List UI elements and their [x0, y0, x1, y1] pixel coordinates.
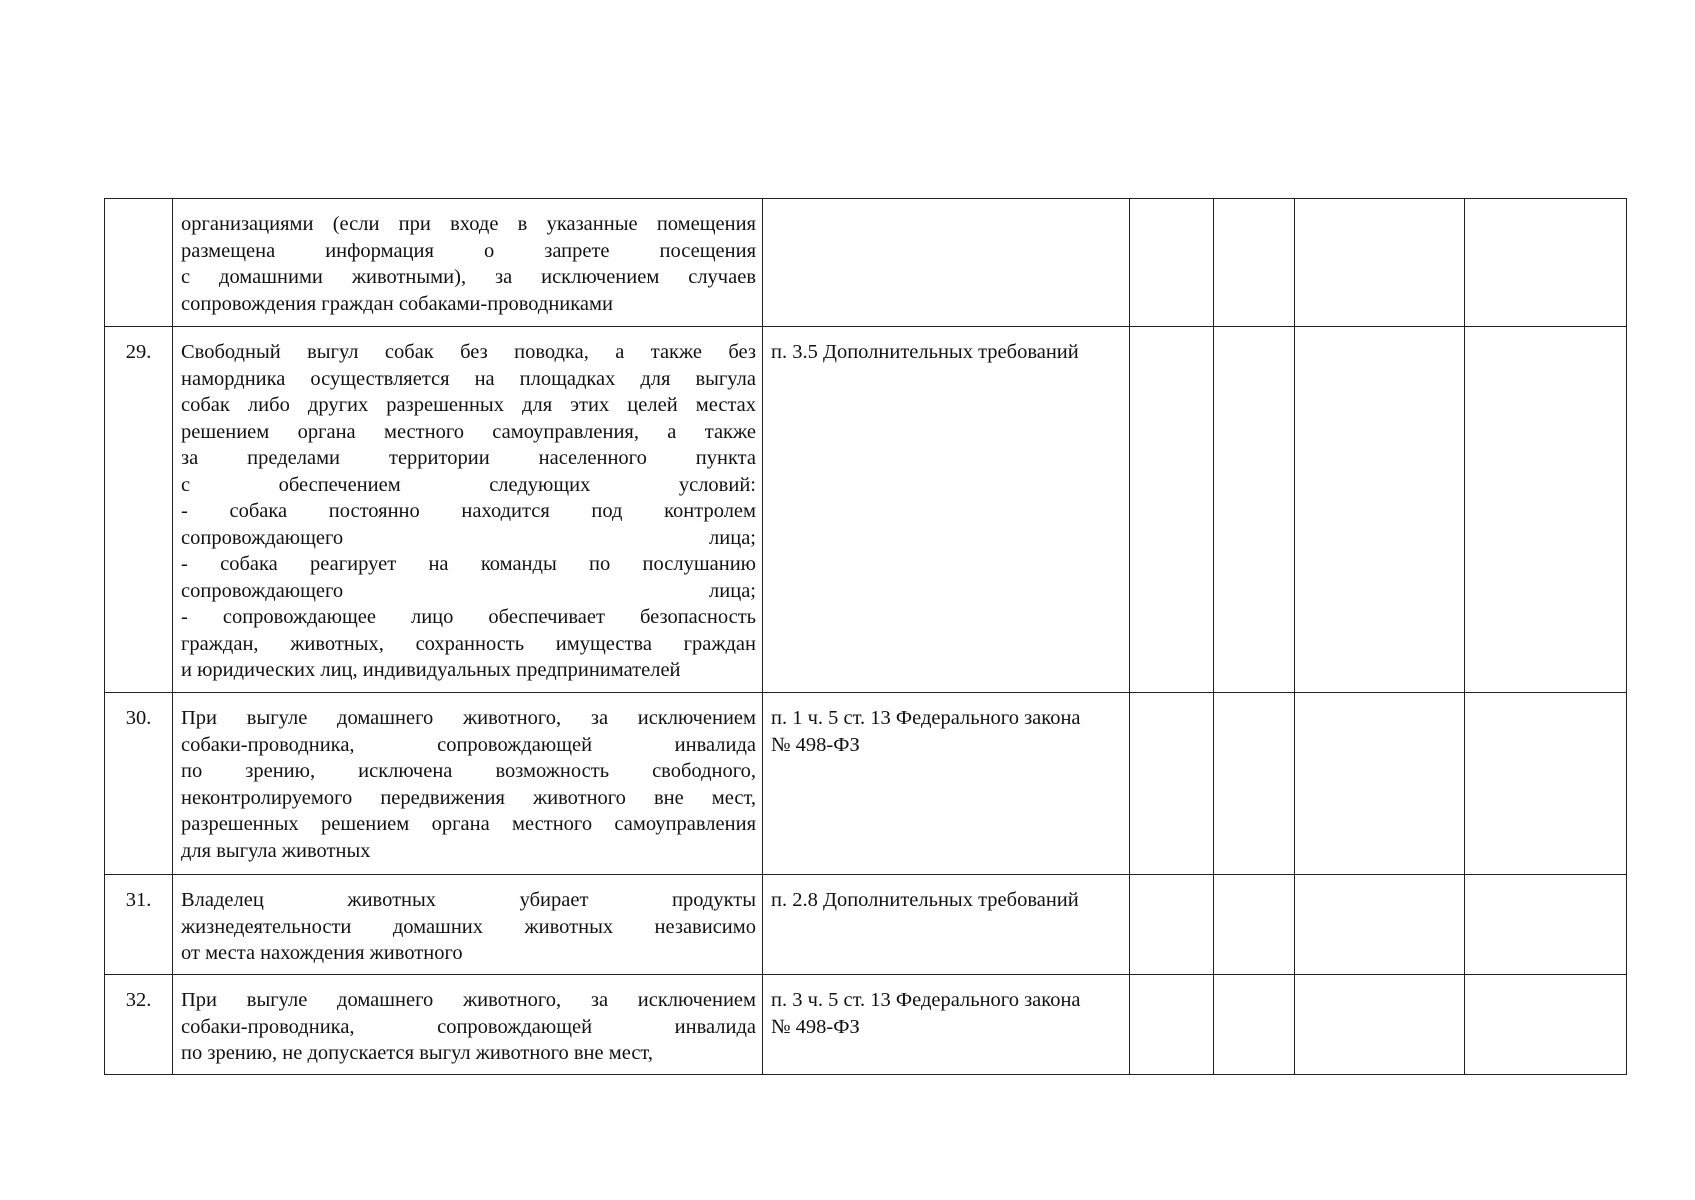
answer-no-cell	[1214, 975, 1295, 1075]
legal-reference-text-line: п. 2.8 Дополнительных требований	[771, 889, 1079, 911]
requirement-text-line: сопровождающего лица;	[181, 579, 756, 602]
requirement-text-line: - собака реагирует на команды по послушанию	[181, 553, 756, 575]
requirement-cell	[173, 975, 763, 1075]
table-row	[105, 975, 1627, 1075]
requirement-text-line: от места нахождения животного	[181, 942, 463, 964]
legal-reference-text-line: п. 3 ч. 5 ст. 13 Федерального закона	[771, 989, 1081, 1011]
requirements-table	[104, 198, 1627, 1075]
answer-not-applicable-cell	[1295, 875, 1465, 975]
notes-cell	[1465, 199, 1627, 327]
legal-reference-text-line: № 498-ФЗ	[771, 1015, 860, 1038]
answer-yes-cell	[1130, 199, 1214, 327]
requirement-text-line: сопровождения граждан собаками-проводниками	[181, 292, 613, 315]
answer-not-applicable-cell	[1295, 693, 1465, 875]
requirement-text-line: с обеспечением следующих условий:	[181, 473, 756, 496]
requirement-text-line: При выгуле домашнего животного, за исключением	[181, 989, 756, 1011]
requirement-text-line: разрешенных решением органа местного самоуправления	[181, 813, 756, 835]
table-row	[105, 693, 1627, 875]
answer-not-applicable-cell	[1295, 975, 1465, 1075]
requirement-text-line: собаки-проводника, сопровождающей инвалида	[181, 733, 756, 756]
answer-no-cell	[1214, 327, 1295, 693]
legal-reference-text-line: п. 1 ч. 5 ст. 13 Федерального закона	[771, 707, 1081, 729]
requirement-text-line: по зрению, исключена возможность свободного,	[181, 760, 756, 782]
legal-reference-cell	[763, 975, 1130, 1075]
notes-cell	[1465, 693, 1627, 875]
requirement-text-line: организациями (если при входе в указанные помещения	[181, 213, 756, 235]
requirement-text-line: по зрению, не допускается выгул животного вне мест,	[181, 1042, 653, 1064]
requirement-text-line: - сопровождающее лицо обеспечивает безопасность	[181, 606, 756, 628]
requirement-cell	[173, 693, 763, 875]
answer-no-cell	[1214, 199, 1295, 327]
table-row	[105, 327, 1627, 693]
requirement-cell	[173, 199, 763, 327]
item-number-cell: 30.	[105, 693, 173, 875]
requirement-text-line: сопровождающего лица;	[181, 526, 756, 549]
requirement-text-line: и юридических лиц, индивидуальных предпринимателей	[181, 659, 681, 681]
legal-reference-text-line: № 498-ФЗ	[771, 733, 860, 756]
notes-cell	[1465, 875, 1627, 975]
requirement-text-line: При выгуле домашнего животного, за исключением	[181, 707, 756, 729]
requirement-text-line: намордника осуществляется на площадках для выгула	[181, 367, 756, 390]
requirement-text-line: решением органа местного самоуправления, а также	[181, 420, 756, 443]
item-number-cell: 31.	[105, 875, 173, 975]
answer-yes-cell	[1130, 875, 1214, 975]
answer-yes-cell	[1130, 327, 1214, 693]
legal-reference-cell	[763, 875, 1130, 975]
requirement-cell	[173, 327, 763, 693]
answer-no-cell	[1214, 875, 1295, 975]
legal-reference-text-line: п. 3.5 Дополнительных требований	[771, 341, 1079, 363]
answer-yes-cell	[1130, 693, 1214, 875]
legal-reference-cell	[763, 327, 1130, 693]
answer-yes-cell	[1130, 975, 1214, 1075]
requirement-text-line: размещена информация о запрете посещения	[181, 239, 756, 262]
requirement-text-line: - собака постоянно находится под контролем	[181, 500, 756, 522]
table-row	[105, 199, 1627, 327]
answer-not-applicable-cell	[1295, 327, 1465, 693]
requirement-cell	[173, 875, 763, 975]
answer-not-applicable-cell	[1295, 199, 1465, 327]
requirement-text-line: собак либо других разрешенных для этих целей местах	[181, 394, 756, 416]
legal-reference-cell	[763, 693, 1130, 875]
requirement-text-line: собаки-проводника, сопровождающей инвалида	[181, 1015, 756, 1038]
item-number-cell	[105, 199, 173, 327]
requirement-text-line: с домашними животными), за исключением случаев	[181, 266, 756, 288]
notes-cell	[1465, 975, 1627, 1075]
requirement-text-line: Владелец животных убирает продукты	[181, 889, 756, 911]
table-body	[105, 199, 1627, 1075]
legal-reference-cell	[763, 199, 1130, 327]
requirement-text-line: за пределами территории населенного пункта	[181, 447, 756, 469]
table-row	[105, 875, 1627, 975]
requirement-text-line: неконтролируемого передвижения животного вне мест,	[181, 786, 756, 809]
item-number-cell: 29.	[105, 327, 173, 693]
item-number-cell: 32.	[105, 975, 173, 1075]
requirement-text-line: жизнедеятельности домашних животных независимо	[181, 915, 756, 938]
requirement-text-line: граждан, животных, сохранность имущества граждан	[181, 632, 756, 655]
requirement-text-line: для выгула животных	[181, 839, 371, 862]
answer-no-cell	[1214, 693, 1295, 875]
notes-cell	[1465, 327, 1627, 693]
requirement-text-line: Свободный выгул собак без поводка, а также без	[181, 341, 756, 363]
